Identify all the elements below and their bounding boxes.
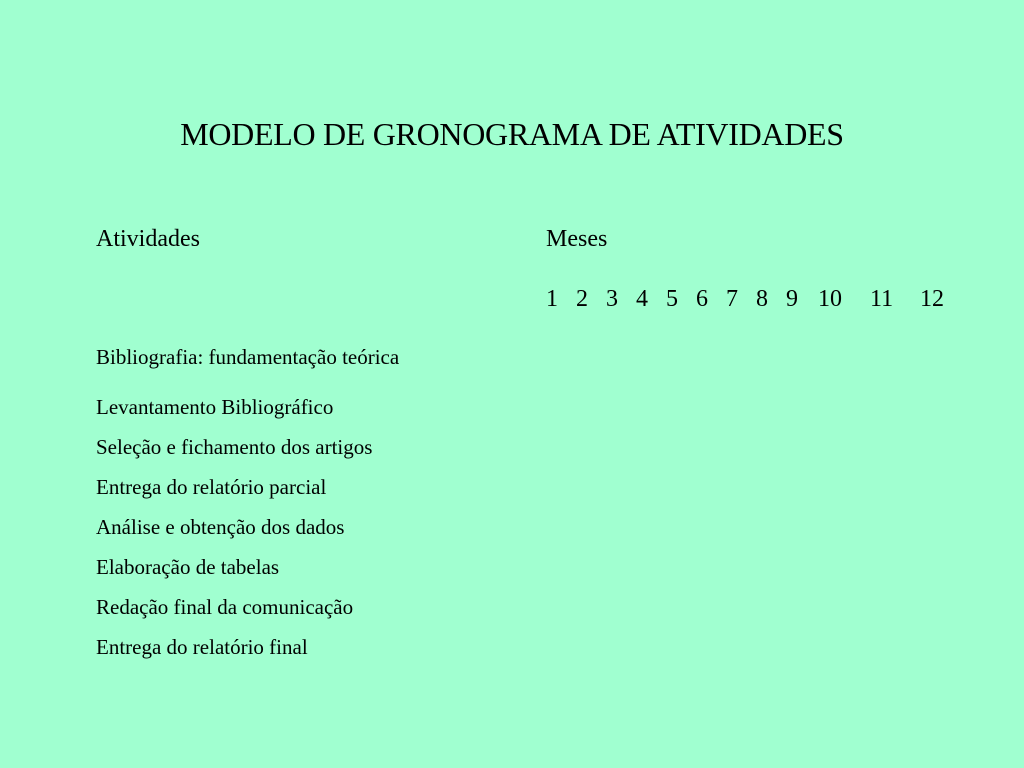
activity-list bbox=[96, 394, 372, 674]
month-number: 11 bbox=[870, 286, 894, 312]
month-number: 8 bbox=[756, 286, 768, 312]
month-number: 2 bbox=[576, 286, 588, 312]
month-number: 12 bbox=[920, 286, 944, 312]
list-item: Levantamento Bibliográfico bbox=[96, 395, 334, 419]
month-number: 1 bbox=[546, 286, 558, 312]
section-heading: Bibliografia: fundamentação teórica bbox=[96, 345, 400, 369]
list-item: Entrega do relatório parcial bbox=[96, 475, 327, 499]
month-number: 9 bbox=[786, 286, 798, 312]
month-number: 10 bbox=[818, 286, 842, 312]
months-column-header: Meses bbox=[546, 226, 608, 252]
list-item: Elaboração de tabelas bbox=[96, 555, 280, 579]
month-number: 4 bbox=[636, 286, 648, 312]
list-item: Seleção e fichamento dos artigos bbox=[96, 435, 373, 459]
month-number: 3 bbox=[606, 286, 618, 312]
list-item: Redação final da comunicação bbox=[96, 595, 354, 619]
month-number: 6 bbox=[696, 286, 708, 312]
slide-title: MODELO DE GRONOGRAMA DE ATIVIDADES bbox=[180, 116, 844, 152]
activities-column-header: Atividades bbox=[96, 226, 200, 252]
month-number: 7 bbox=[726, 286, 738, 312]
month-number: 5 bbox=[666, 286, 678, 312]
list-item: Entrega do relatório final bbox=[96, 635, 308, 659]
list-item: Análise e obtenção dos dados bbox=[96, 515, 345, 539]
